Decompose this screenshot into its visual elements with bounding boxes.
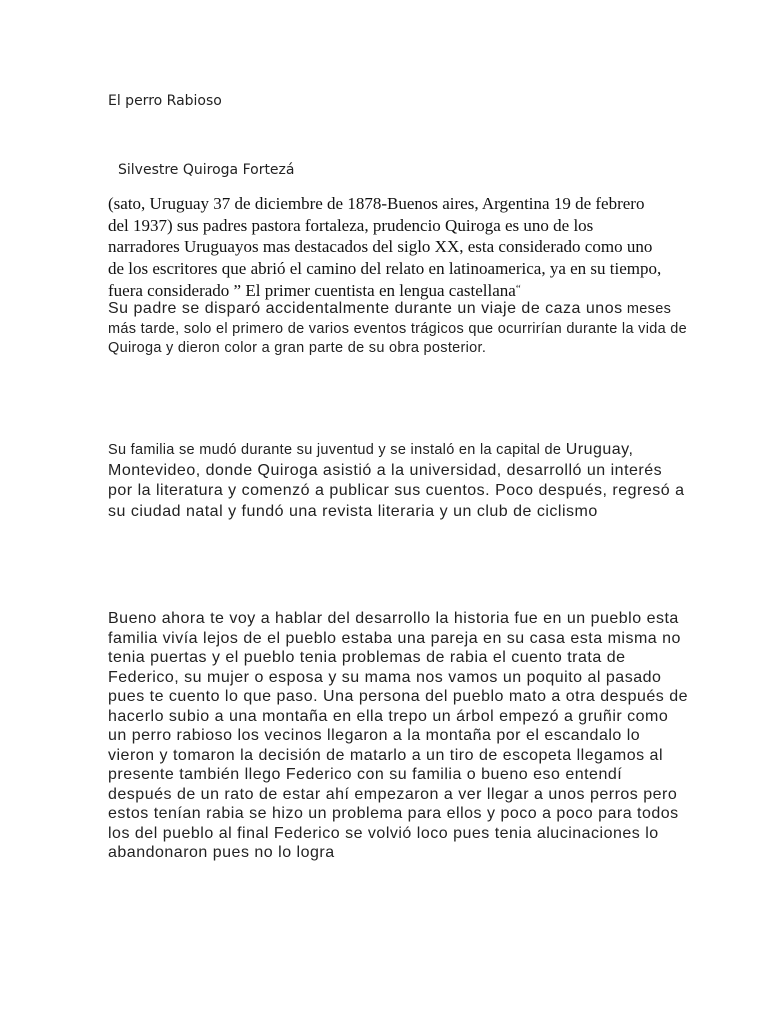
document-title: El perro Rabioso (108, 93, 222, 109)
paragraph-father (108, 298, 688, 357)
paragraph-family-rest: Uruguay, Montevideo, donde Quiroga asistió a la universidad, desarrolló un interés por la literatura y comenzó a publicar sus cuentos. Poco después, regresó a su ciudad natal y fundó una revista literaria y un club de ciclismo (108, 441, 685, 520)
quote-mark: “ (515, 283, 521, 296)
author-biography (108, 193, 668, 302)
paragraph-story-summary: Bueno ahora te voy a hablar del desarrollo la historia fue en un pueblo esta familia vivía lejos de el pueblo estaba una pareja en su casa esta misma no tenia puertas y el pueblo tenia problemas de rabia el cuento trata de Federico, su mujer o esposa y su mama nos vamos un poquito al pasado pues te cuento lo que paso. Una persona del pueblo mato a otra después de hacerlo subio a una montaña en ella trepo un árbol empezó a gruñir como un perro rabioso los vecinos llegaron a la montaña por el escandalo lo vieron y tomaron la decisión de matarlo a un tiro de escopeta llegamos al presente también llego Federico con su familia o bueno eso entendí después de un rato de estar ahí empezaron a ver llegar a unos perros pero estos tenían rabia se hizo un problema para ellos y poco a poco para todos los del pueblo al final Federico se volvió loco pues tenia alucinaciones lo abandonaron pues no lo logra (108, 610, 688, 861)
paragraph-family-lead: Su familia se mudó durante su juventud y se instaló en la capital de (108, 442, 562, 458)
paragraph-father-rest: meses más tarde, solo el primero de varios eventos trágicos que ocurrirían durante la vida de Quiroga y dieron color a gran parte de su obra posterior. (108, 301, 687, 356)
biography-text: (sato, Uruguay 37 de diciembre de 1878-Buenos aires, Argentina 19 de febrero del 1937) sus padres pastora fortaleza, prudencio Quiroga es uno de los narradores Uruguayos mas destacados del siglo XX, esta considerado como uno de los escritores que abrió el camino del relato en latinoamerica, ya en su tiempo, fuera considerado ” El primer cuentista en lengua castellana (108, 194, 662, 301)
author-name: Silvestre Quiroga Fortezá (118, 162, 295, 178)
paragraph-father-lead: Su padre se disparó accidentalmente durante un viaje de caza unos (108, 300, 623, 317)
paragraph-family (108, 440, 688, 522)
